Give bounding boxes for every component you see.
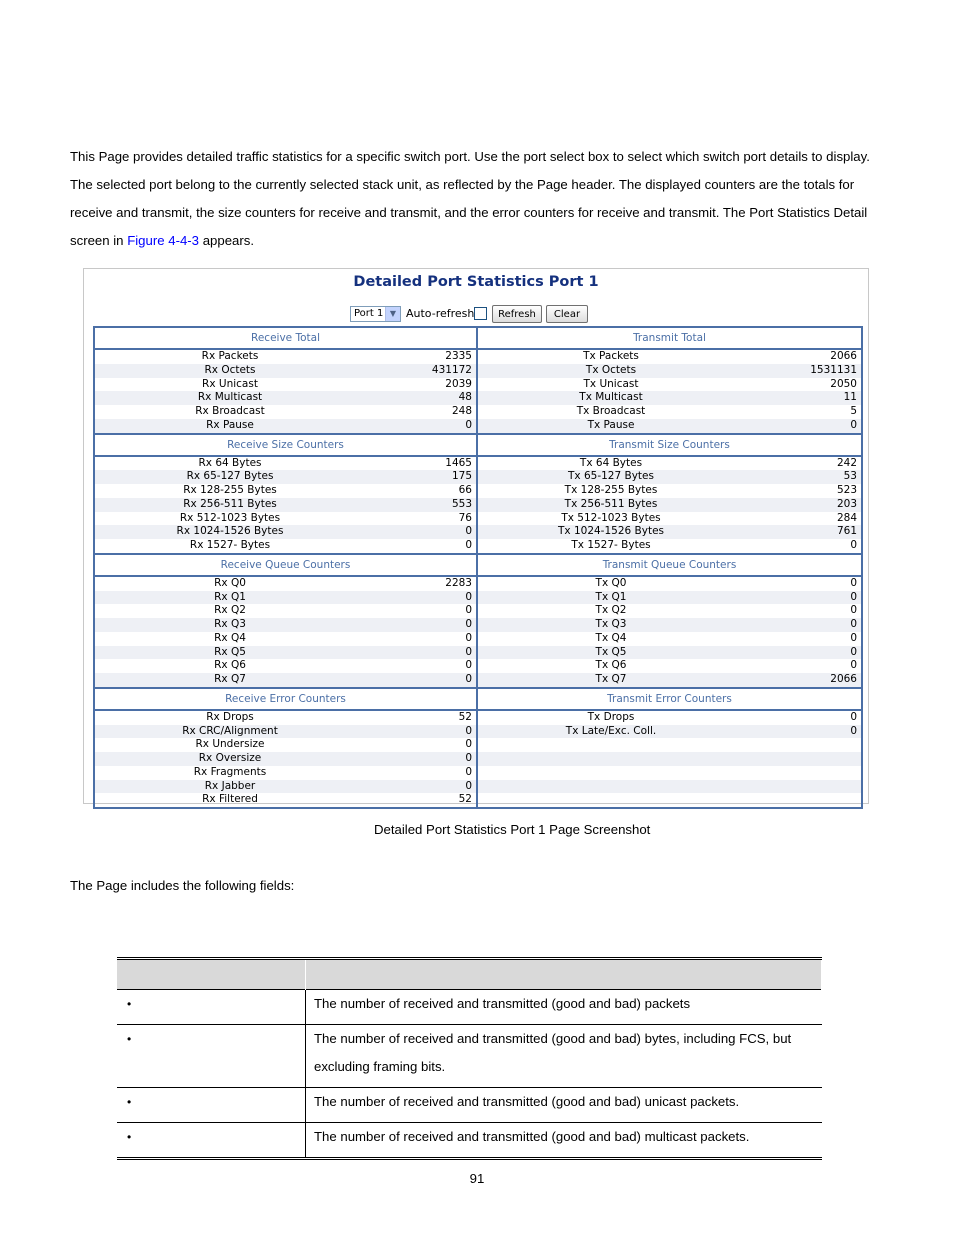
counter-label: Rx Multicast <box>197 391 263 404</box>
table-row <box>95 725 861 739</box>
rx-cell <box>95 659 478 673</box>
tx-cell <box>478 591 861 605</box>
table-row <box>95 646 861 660</box>
rx-cell <box>95 364 478 378</box>
tx-cell <box>478 577 861 591</box>
table-row <box>95 766 861 780</box>
section-header-left: Receive Error Counters <box>95 689 478 709</box>
rx-cell <box>95 632 478 646</box>
rx-cell <box>95 577 478 591</box>
counter-label: Rx 1024-1526 Bytes <box>176 525 284 538</box>
bullet: • <box>127 1095 132 1109</box>
tx-cell <box>478 512 861 526</box>
rx-cell <box>95 711 478 725</box>
table-row <box>95 618 861 632</box>
table-row <box>95 793 861 807</box>
tx-cell <box>478 766 861 780</box>
counter-label: Tx 1024-1526 Bytes <box>558 525 664 538</box>
table-row <box>95 525 861 539</box>
tx-cell <box>478 391 861 405</box>
counter-value: 53 <box>843 470 857 483</box>
intro-paragraph <box>70 143 890 255</box>
rx-cell <box>95 752 478 766</box>
port-statistics-screenshot <box>83 268 869 804</box>
counter-value: 2335 <box>445 350 472 362</box>
counter-value: 0 <box>465 525 472 538</box>
table-row <box>95 405 861 419</box>
counter-value: 11 <box>843 391 857 404</box>
table-row <box>95 711 861 725</box>
figure-caption: Detailed Port Statistics Port 1 Page Screenshot <box>374 822 651 837</box>
table-row <box>95 470 861 484</box>
description: The number of received and transmitted (good and bad) bytes, including FCS, but excluding framing bits. <box>306 1025 822 1088</box>
counter-value: 0 <box>465 724 472 737</box>
counter-label: Rx 256-511 Bytes <box>183 497 277 510</box>
counter-label: Rx Q4 <box>214 631 246 644</box>
intro-text: This Page provides detailed traffic statistics for a specific switch port. Use the port select box to select which switch port details to display. The selected port belong to the currently selected stack unit, as reflected by the Page header. The displayed counters are the totals for receive and transmit, the size counters for receive and transmit, and the error counters for receive and transmit. The Port Statistics Detail screen in <box>70 149 870 248</box>
tx-cell <box>478 484 861 498</box>
description: The number of received and transmitted (good and bad) packets <box>306 990 822 1025</box>
table-row <box>117 1123 822 1159</box>
rx-cell <box>95 378 478 392</box>
counter-label: Rx Q3 <box>214 618 246 630</box>
section-header-right: Transmit Size Counters <box>609 438 730 451</box>
counter-label: Tx Q1 <box>595 590 627 603</box>
tx-cell <box>478 470 861 484</box>
header-description <box>306 959 822 990</box>
counter-label: Tx Q4 <box>595 631 627 644</box>
counter-value: 0 <box>850 724 857 737</box>
tx-cell <box>478 364 861 378</box>
table-row <box>95 604 861 618</box>
section-header-right: Transmit Error Counters <box>607 692 732 705</box>
counter-value: 0 <box>465 752 472 764</box>
counter-label: Rx Octets <box>204 363 256 376</box>
page-number: 91 <box>469 1171 485 1186</box>
port-select-value: Port 1 <box>354 308 384 319</box>
counter-label: Tx Q5 <box>595 645 627 658</box>
rx-cell <box>95 539 478 553</box>
section-header-row <box>95 553 861 577</box>
table-row <box>95 364 861 378</box>
rx-cell <box>95 766 478 780</box>
table-row <box>117 1025 822 1088</box>
counter-value: 0 <box>465 738 472 751</box>
counter-value: 52 <box>458 793 472 806</box>
counter-value: 431172 <box>431 363 472 376</box>
counter-label: Tx Drops <box>587 710 635 723</box>
counter-label: Rx Broadcast <box>195 405 265 417</box>
counter-value: 0 <box>850 645 857 658</box>
counter-label: Rx Packets <box>201 350 259 362</box>
counter-value: 242 <box>836 456 857 469</box>
table-row <box>95 484 861 498</box>
rx-cell <box>95 604 478 618</box>
screenshot-title: Detailed Port Statistics Port 1 <box>353 274 599 290</box>
table-row <box>95 738 861 752</box>
table-row <box>95 512 861 526</box>
counter-label: Tx Multicast <box>579 391 643 404</box>
counter-label: Rx 128-255 Bytes <box>183 484 277 496</box>
rx-cell <box>95 793 478 807</box>
table-row <box>95 419 861 433</box>
counter-value: 2066 <box>830 673 857 685</box>
table-row <box>95 378 861 392</box>
tx-cell <box>478 646 861 660</box>
counter-label: Tx 128-255 Bytes <box>564 484 658 496</box>
counter-value: 1465 <box>445 456 472 469</box>
section-header-right: Transmit Total <box>633 332 706 344</box>
counter-value: 2050 <box>830 377 857 390</box>
counter-value: 52 <box>458 710 472 723</box>
table-row <box>95 659 861 673</box>
section-header-row <box>95 687 861 711</box>
counter-label: Rx Filtered <box>202 793 258 806</box>
intro-text-end: appears. <box>199 233 255 248</box>
counter-label: Rx Q6 <box>214 659 246 672</box>
counter-value: 0 <box>465 618 472 630</box>
counter-label: Tx 1527- Bytes <box>571 539 651 551</box>
counter-value: 0 <box>850 590 857 603</box>
table-row <box>95 457 861 471</box>
table-row <box>117 990 822 1025</box>
table-row <box>95 539 861 553</box>
tx-cell <box>478 539 861 553</box>
counter-label: Tx Q7 <box>595 673 627 685</box>
tx-cell <box>478 632 861 646</box>
counter-value: 523 <box>836 484 857 496</box>
rx-cell <box>95 725 478 739</box>
section-header-left: Receive Queue Counters <box>95 555 478 575</box>
tx-cell <box>478 793 861 807</box>
counter-value: 0 <box>465 673 472 685</box>
rx-cell <box>95 391 478 405</box>
counter-value: 0 <box>465 659 472 672</box>
chevron-down-icon[interactable]: ▼ <box>385 307 400 321</box>
counter-value: 5 <box>850 405 857 417</box>
counter-label: Rx Oversize <box>198 752 262 764</box>
tx-cell <box>478 457 861 471</box>
rx-cell <box>95 350 478 364</box>
counter-value: 2066 <box>830 350 857 362</box>
counter-value: 0 <box>850 576 857 589</box>
bullet: • <box>127 1032 132 1046</box>
statistics-table <box>93 326 863 809</box>
counter-label: Tx Broadcast <box>576 405 646 417</box>
counter-value: 0 <box>850 710 857 723</box>
tx-cell <box>478 725 861 739</box>
auto-refresh-checkbox[interactable] <box>474 307 487 320</box>
counter-value: 0 <box>850 631 857 644</box>
counter-value: 2283 <box>445 576 472 589</box>
tx-cell <box>478 405 861 419</box>
section-header-row <box>95 328 861 350</box>
counter-label: Rx Q0 <box>214 576 246 589</box>
rx-cell <box>95 591 478 605</box>
counter-label: Tx Packets <box>583 350 639 362</box>
counter-value: 76 <box>458 511 472 524</box>
counter-label: Rx Q7 <box>214 673 246 685</box>
counter-label: Rx Jabber <box>204 779 256 792</box>
counter-value: 761 <box>836 525 857 538</box>
counter-value: 0 <box>850 618 857 630</box>
rx-cell <box>95 525 478 539</box>
table-row <box>95 780 861 794</box>
tx-cell <box>478 659 861 673</box>
table-row <box>95 752 861 766</box>
counter-value: 553 <box>451 497 472 510</box>
table-row <box>95 591 861 605</box>
rx-cell <box>95 673 478 687</box>
counter-label: Rx 1527- Bytes <box>189 539 271 551</box>
tx-cell <box>478 419 861 433</box>
counter-label: Tx 512-1023 Bytes <box>561 511 661 524</box>
counter-value: 0 <box>850 539 857 551</box>
counter-label: Tx Late/Exc. Coll. <box>565 724 657 737</box>
counter-label: Tx Octets <box>585 363 637 376</box>
counter-value: 0 <box>465 779 472 792</box>
counter-label: Tx 256-511 Bytes <box>564 497 658 510</box>
tx-cell <box>478 711 861 725</box>
counter-value: 0 <box>465 645 472 658</box>
port-select[interactable] <box>350 306 401 322</box>
section-header-row <box>95 433 861 457</box>
counter-value: 0 <box>850 418 857 431</box>
refresh-button[interactable]: Refresh <box>492 305 542 323</box>
counter-label: Tx 64 Bytes <box>579 456 643 469</box>
tx-cell <box>478 752 861 766</box>
counter-label: Rx Drops <box>206 710 254 723</box>
clear-button[interactable]: Clear <box>546 305 588 323</box>
tx-cell <box>478 673 861 687</box>
rx-cell <box>95 457 478 471</box>
bullet: • <box>127 1130 132 1144</box>
tx-cell <box>478 498 861 512</box>
counter-label: Tx 65-127 Bytes <box>568 470 654 483</box>
rx-cell <box>95 405 478 419</box>
rx-cell <box>95 484 478 498</box>
auto-refresh-label: Auto-refresh <box>406 307 475 320</box>
counter-label: Tx Q2 <box>595 604 627 617</box>
counter-label: Rx CRC/Alignment <box>182 724 278 737</box>
counter-value: 0 <box>465 765 472 778</box>
figure-link[interactable]: Figure 4-4-3 <box>127 233 200 248</box>
tx-cell <box>478 618 861 632</box>
table-row <box>95 498 861 512</box>
fields-intro: The Page includes the following fields: <box>70 878 295 893</box>
table-row <box>95 391 861 405</box>
counter-value: 0 <box>465 631 472 644</box>
rx-cell <box>95 470 478 484</box>
counter-label: Rx Q2 <box>214 604 246 617</box>
counter-value: 0 <box>465 418 472 431</box>
counter-label: Rx Unicast <box>202 377 258 390</box>
counter-value: 48 <box>458 391 472 404</box>
tx-cell <box>478 780 861 794</box>
rx-cell <box>95 419 478 433</box>
table-row <box>95 350 861 364</box>
counter-label: Rx 64 Bytes <box>198 456 262 469</box>
counter-label: Rx Undersize <box>195 738 265 751</box>
counter-label: Tx Q0 <box>595 576 627 589</box>
field-table-header <box>117 959 822 990</box>
counter-label: Rx 512-1023 Bytes <box>179 511 281 524</box>
table-row <box>117 1088 822 1123</box>
rx-cell <box>95 646 478 660</box>
counter-value: 2039 <box>445 377 472 390</box>
rx-cell <box>95 618 478 632</box>
counter-label: Tx Q3 <box>595 618 627 630</box>
table-row <box>95 577 861 591</box>
description: The number of received and transmitted (good and bad) unicast packets. <box>306 1088 822 1123</box>
counter-value: 0 <box>850 659 857 672</box>
counter-value: 0 <box>465 590 472 603</box>
description: The number of received and transmitted (good and bad) multicast packets. <box>306 1123 822 1159</box>
rx-cell <box>95 738 478 752</box>
counter-value: 66 <box>458 484 472 496</box>
field-table <box>117 957 822 1160</box>
counter-label: Tx Unicast <box>583 377 639 390</box>
tx-cell <box>478 350 861 364</box>
tx-cell <box>478 378 861 392</box>
counter-label: Tx Q6 <box>595 659 627 672</box>
counter-value: 0 <box>465 539 472 551</box>
counter-value: 0 <box>465 604 472 617</box>
section-header-right: Transmit Queue Counters <box>602 558 737 571</box>
counter-label: Rx 65-127 Bytes <box>186 470 274 483</box>
rx-cell <box>95 780 478 794</box>
counter-value: 1531131 <box>810 363 857 376</box>
counter-label: Rx Fragments <box>193 765 267 778</box>
bullet: • <box>127 997 132 1011</box>
counter-label: Rx Q5 <box>214 645 246 658</box>
counter-value: 203 <box>836 497 857 510</box>
rx-cell <box>95 512 478 526</box>
counter-value: 0 <box>850 604 857 617</box>
counter-value: 175 <box>451 470 472 483</box>
table-row <box>95 673 861 687</box>
counter-label: Rx Q1 <box>214 590 246 603</box>
rx-cell <box>95 498 478 512</box>
section-header-left: Receive Total <box>95 328 478 348</box>
tx-cell <box>478 738 861 752</box>
counter-value: 284 <box>836 511 857 524</box>
tx-cell <box>478 604 861 618</box>
section-header-left: Receive Size Counters <box>95 435 478 455</box>
table-row <box>95 632 861 646</box>
tx-cell <box>478 525 861 539</box>
counter-label: Tx Pause <box>587 418 635 431</box>
counter-value: 248 <box>451 405 472 417</box>
header-object <box>117 959 306 990</box>
counter-label: Rx Pause <box>206 418 254 431</box>
